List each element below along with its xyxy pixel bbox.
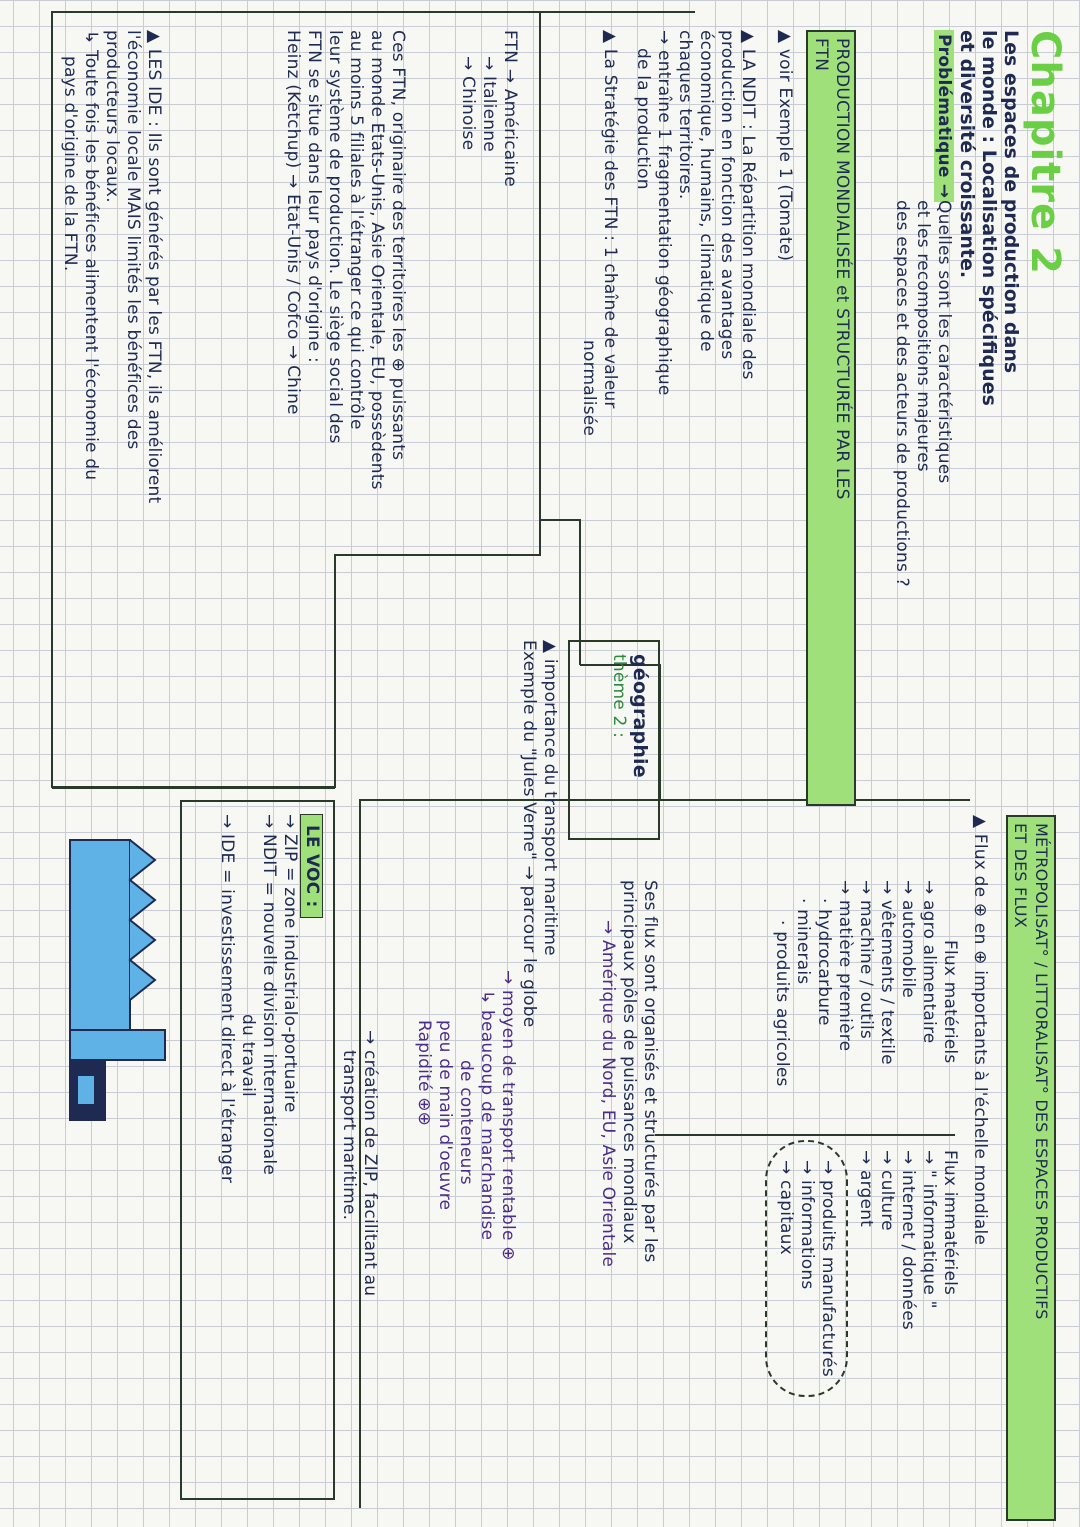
- zip-line: → création de ZIP, facilitant au: [360, 1030, 380, 1297]
- ide-line: ↳ Toute fois les bénéfices alimentent l'économie du: [81, 30, 101, 481]
- flux-materiels-item: → matière première: [835, 880, 855, 1052]
- vocab-line: → ZIP = zone industrialo-portuaire: [280, 814, 300, 1113]
- subtitle-line: Les espaces de production dans: [1000, 30, 1022, 374]
- ftn-line: leur système de production. Le siège social des: [325, 30, 345, 444]
- transport-line: → moyen de transport rentable ⊕: [498, 970, 518, 1261]
- flux-immateriels-item: → culture: [877, 1150, 897, 1231]
- vocab-heading: LE VOC :: [300, 814, 323, 918]
- flux-materiels-title: Flux matériels: [940, 940, 960, 1064]
- ndit-line: production en fonction des avantages: [717, 30, 737, 360]
- ndit-line: économique, humains, climatique de: [696, 30, 716, 352]
- ftn-origin-line: FTN → Américaine: [500, 30, 520, 187]
- ide-line: ▲ LES IDE : Ils sont générés par les FTN, ils améliorent: [144, 30, 164, 504]
- heading-line: FTN: [811, 38, 831, 72]
- question-line: et les recompositions majeures: [913, 200, 933, 472]
- flux-materiels-item: → machine / outils: [856, 880, 876, 1039]
- vocab-line: → NDIT = nouvelle division internationale: [259, 814, 279, 1176]
- heading-line: PRODUCTION MONDIALISÉE et STRUCTURÉE PAR LES: [832, 38, 852, 500]
- ftn-line: au moins 5 filiales à l'étranger ce qui contrôle: [346, 30, 366, 430]
- heading-line: ET DES FLUX: [1011, 823, 1030, 928]
- organisation-line: principaux pôles de puissances mondiaux: [619, 880, 639, 1244]
- geo-line: géographie: [629, 654, 651, 778]
- ftn-origin-line: → Italienne: [479, 56, 499, 152]
- question-line: Quelles sont les caractéristiques: [934, 200, 954, 484]
- ftn-line: Ces FTN, originaire des territoires les ⊕ puissants: [388, 30, 408, 461]
- ndit-line: ▲ LA NDIT : La Répartition mondiale des: [738, 30, 758, 380]
- flux-immateriels-title: Flux immatériels: [940, 1150, 960, 1296]
- strategie-line: normalisée: [579, 340, 599, 437]
- organisation-line: Ses flux sont organisés et structurés par les: [640, 880, 660, 1263]
- geo-line: thème 2 :: [609, 654, 629, 739]
- ndit-line: → entraîne 1 fragmentation géographique: [654, 30, 674, 396]
- flux-intro: ▲ Flux de ⊕ en ⊕ importants à l'échelle mondiale: [970, 815, 990, 1246]
- flux-materiels-item: · produits agricoles: [772, 920, 792, 1087]
- question-line: des espaces et des acteurs de productions ?: [892, 200, 912, 587]
- transport-line: ↳ beaucoup de marchandise: [477, 990, 497, 1241]
- flux-materiels-item: → agro alimentaire: [919, 880, 939, 1044]
- subtitle-line: et diversité croissante.: [956, 30, 978, 279]
- strategie-line: ▲ La Stratégie des FTN : 1 chaîne de valeur: [600, 30, 620, 409]
- ide-line: producteurs locaux.: [102, 30, 122, 203]
- flux-immateriels-item: → internet / données: [898, 1150, 918, 1330]
- ftn-line: Heinz (Ketchup) → Etat-Unis / Cofco → Chine: [283, 30, 303, 415]
- flux-immateriels-item: → argent: [856, 1150, 876, 1228]
- zip-line: transport maritime.: [339, 1050, 359, 1221]
- ide-line: pays d'origine de la FTN.: [60, 56, 80, 272]
- transport-line: Rapidité ⊕⊕: [414, 1020, 434, 1127]
- voir-exemple: ▲ voir Exemple 1 (Tomate): [775, 30, 795, 262]
- vocab-line: du travail: [238, 1014, 258, 1097]
- flux-materiels-item: → vêtements / textile: [877, 880, 897, 1065]
- subtitle-line: le monde : Localisation spécifiques: [978, 30, 1000, 406]
- ftn-line: au monde Etats-Unis, Asie Orientale, EU, possèdents: [367, 30, 387, 490]
- cloud-item: → produits manufacturés: [818, 1160, 838, 1377]
- cloud-item: → capitaux: [776, 1160, 796, 1255]
- transport-line: Exemple du "Jules Verne" → parcour le globe: [519, 640, 539, 1028]
- ftn-line: FTN se situe dans leur pays d'origine :: [304, 30, 324, 363]
- chapter-title: Chapitre 2: [1022, 30, 1068, 275]
- ndit-line: de la production: [633, 48, 653, 190]
- transport-line: peu de main d'oeuvre: [435, 1020, 455, 1211]
- flux-materiels-item: · minerais: [793, 898, 813, 985]
- cloud-item: → informations: [797, 1160, 817, 1290]
- problematique-label: Problématique →: [934, 30, 954, 202]
- ide-line: l'économie locale MAIS limités les bénéfices des: [123, 30, 143, 450]
- organisation-line: → Amérique du Nord, EU, Asie Orientale: [598, 920, 618, 1268]
- vocab-line: → IDE = investissement direct à l'étranger: [217, 814, 237, 1184]
- flux-immateriels-item: → " informatique ": [919, 1150, 939, 1309]
- transport-line: ▲ importance du transport maritime: [540, 640, 560, 956]
- ndit-line: chaques territoires.: [675, 30, 695, 200]
- flux-materiels-item: · hydrocarbure: [814, 898, 834, 1026]
- flux-materiels-item: → automobile: [898, 880, 918, 998]
- heading-line: MÉTROPOLISAT° / LITTORALISAT° DES ESPACES PRODUCTIFS: [1032, 823, 1051, 1320]
- transport-line: de conteneurs: [456, 1060, 476, 1185]
- ftn-origin-line: → Chinoise: [458, 56, 478, 151]
